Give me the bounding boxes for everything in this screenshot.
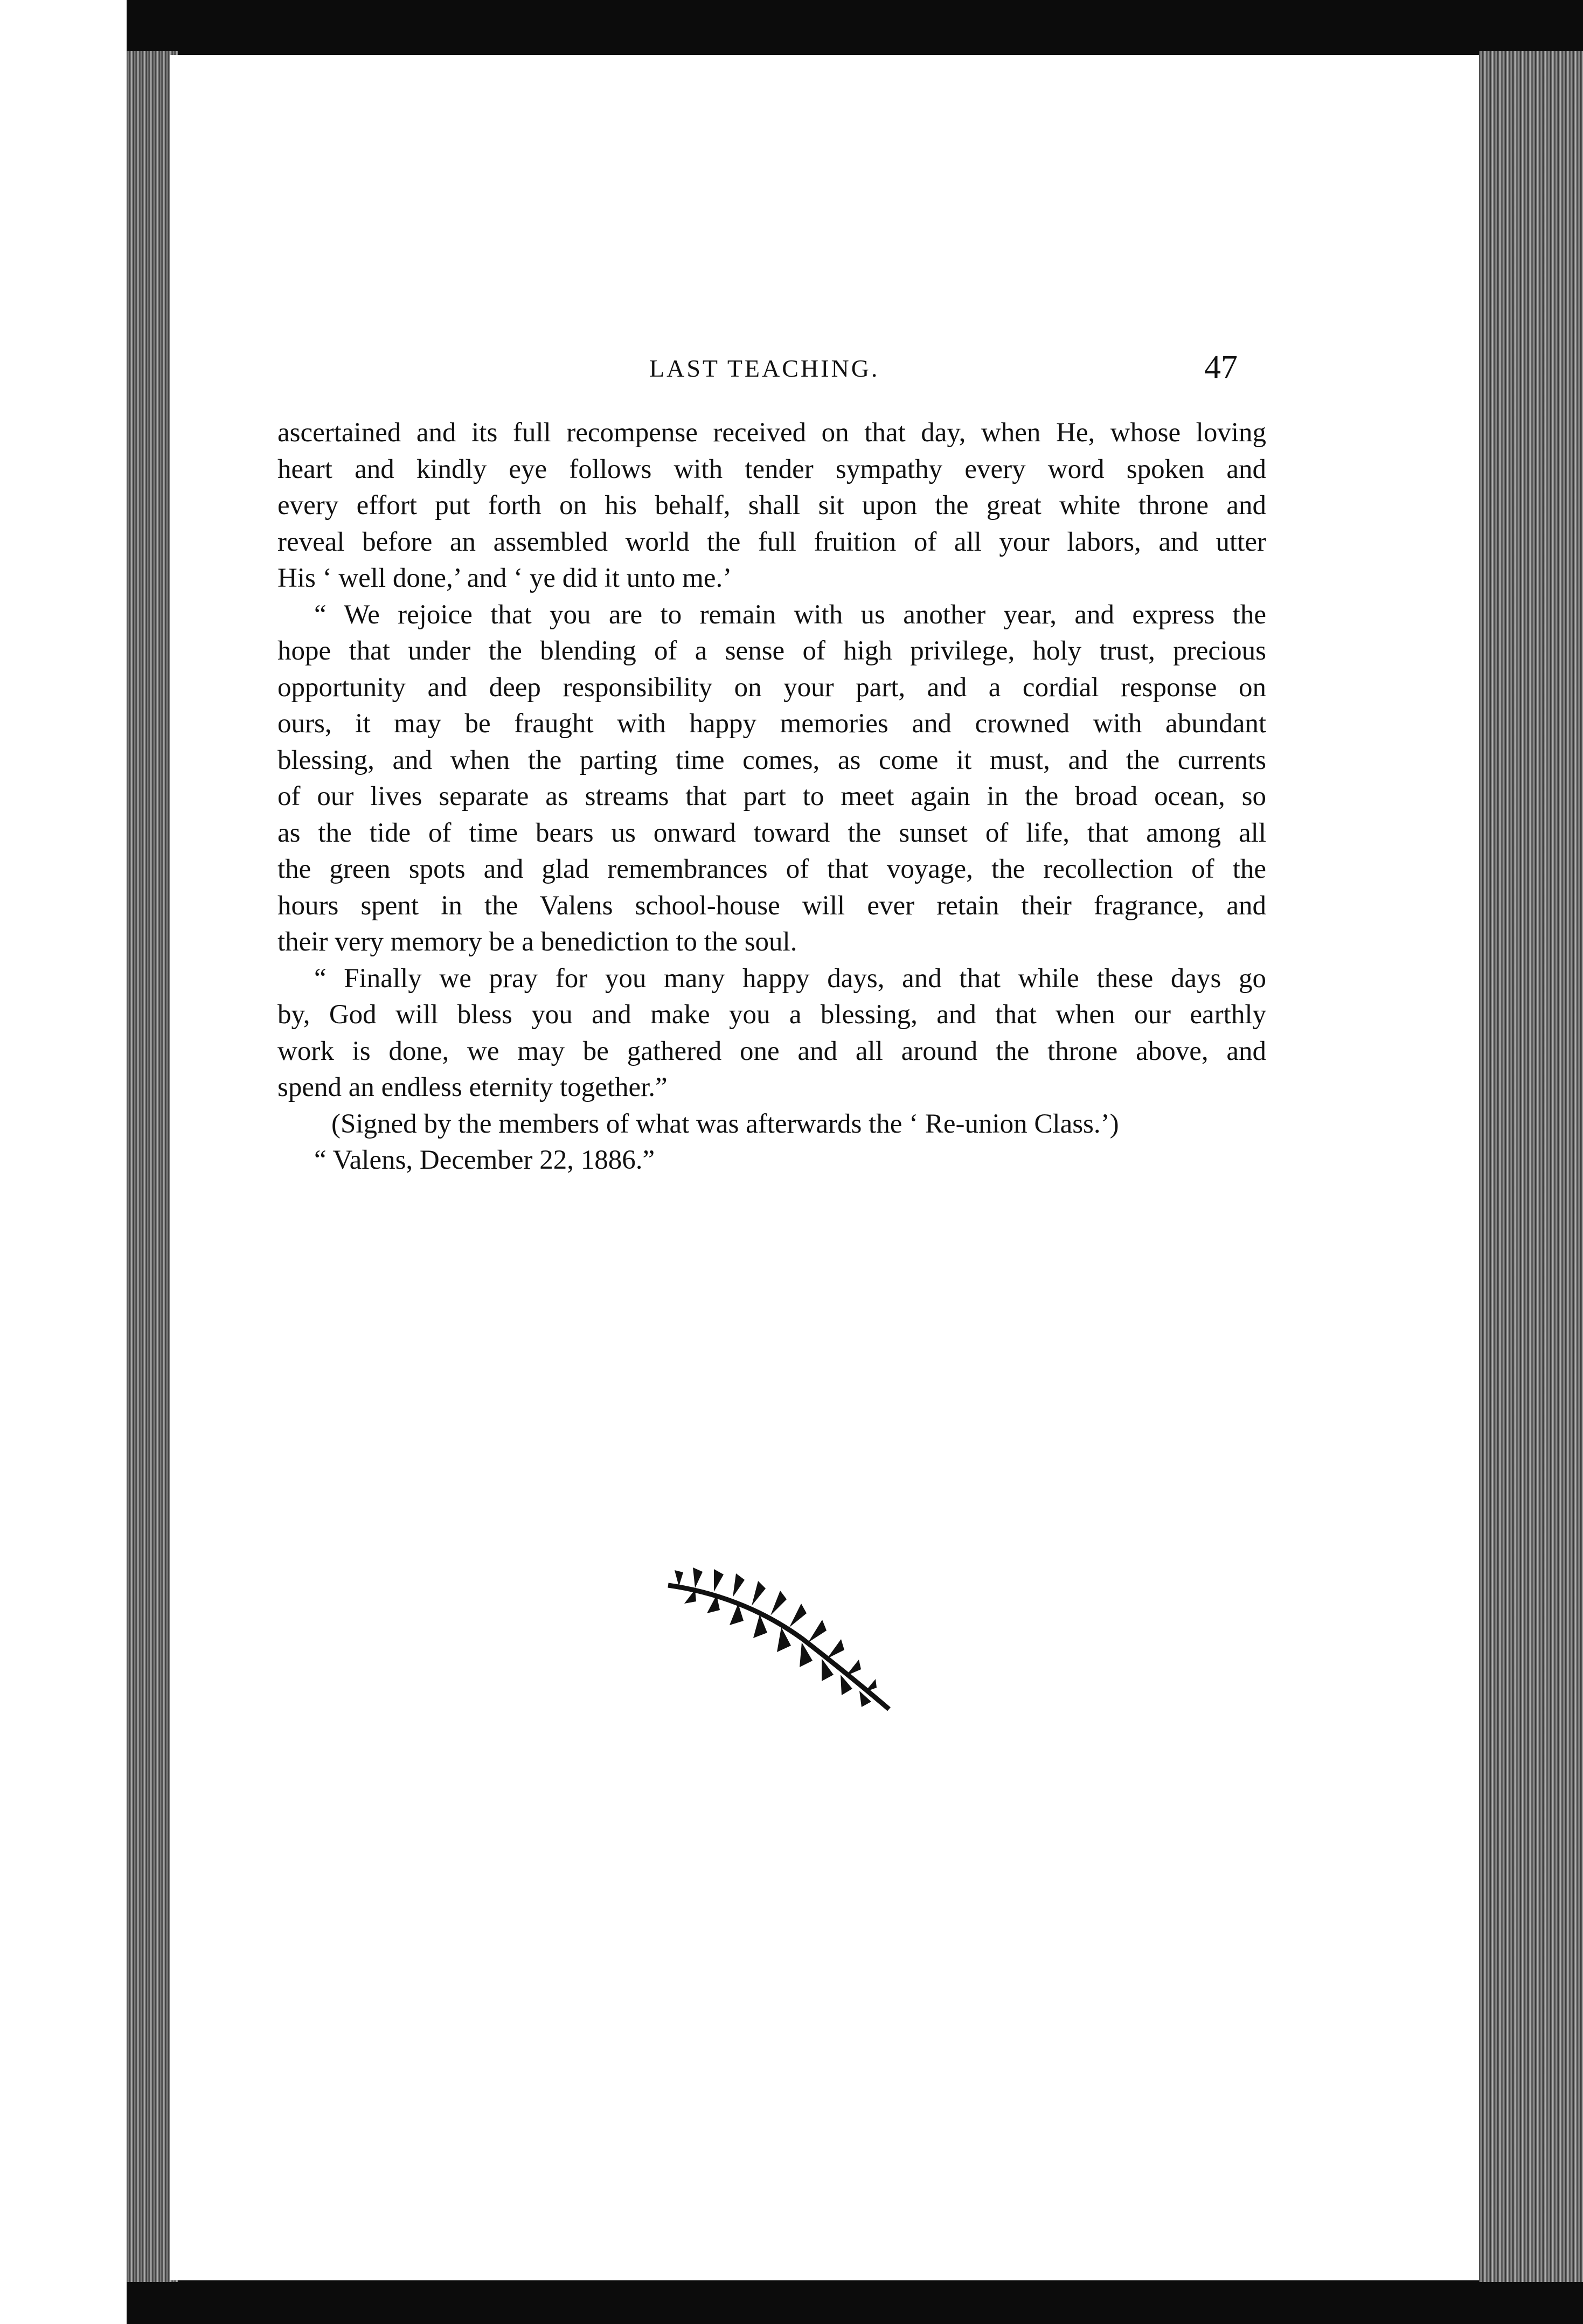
text-line: hours spent in the Valens school-house will ever retain their fragrance, and — [277, 890, 1266, 921]
text-line: the green spots and glad remembrances of that voyage, the recollection of the — [277, 854, 1266, 884]
text-line: ascertained and its full recompense received on that day, when He, whose loving — [277, 418, 1266, 448]
text-line: blessing, and when the parting time comes, as come it must, and the currents — [277, 745, 1266, 775]
text-line: ours, it may be fraught with happy memories and crowned with abundant — [277, 709, 1266, 739]
body-text — [277, 415, 1266, 1179]
text-line: every effort put forth on his behalf, shall sit upon the great white throne and — [277, 490, 1266, 521]
text-line: work is done, we may be gathered one and all around the throne above, and — [277, 1036, 1266, 1066]
text-line: of our lives separate as streams that part to meet again in the broad ocean, so — [277, 781, 1266, 811]
text-line: as the tide of time bears us onward toward the sunset of life, that among all — [277, 817, 1266, 848]
page-header — [170, 349, 1479, 397]
text-line: hope that under the blending of a sense of high privilege, holy trust, precious — [277, 636, 1266, 666]
date-line: “ Valens, December 22, 1886.” — [314, 1145, 655, 1175]
text-line: opportunity and deep responsibility on your part, and a cordial response on — [277, 672, 1266, 703]
page-number: 47 — [1204, 349, 1238, 386]
running-head: LAST TEACHING. — [649, 355, 880, 382]
text-line: by, God will bless you and make you a blessing, and that when our earthly — [277, 1000, 1266, 1030]
text-line: heart and kindly eye follows with tender sympathy every word spoken and — [277, 454, 1266, 484]
text-line: spend an endless eternity together.” — [277, 1072, 668, 1102]
fern-ornament — [663, 1564, 916, 1725]
text-line: “ We rejoice that you are to remain with us another year, and express the — [314, 599, 1266, 630]
book-page — [170, 55, 1479, 2280]
signature-line: (Signed by the members of what was afterwards the ‘ Re-union Class.’) — [331, 1108, 1119, 1139]
text-line: their very memory be a benediction to the soul. — [277, 927, 797, 957]
text-line: reveal before an assembled world the full fruition of all your labors, and utter — [277, 526, 1266, 557]
page-edge-stack — [1479, 51, 1583, 2282]
facing-page-strip — [0, 0, 127, 2324]
text-line: “ Finally we pray for you many happy days, and that while these days go — [314, 963, 1266, 994]
text-line: His ‘ well done,’ and ‘ ye did it unto me.’ — [277, 563, 732, 593]
